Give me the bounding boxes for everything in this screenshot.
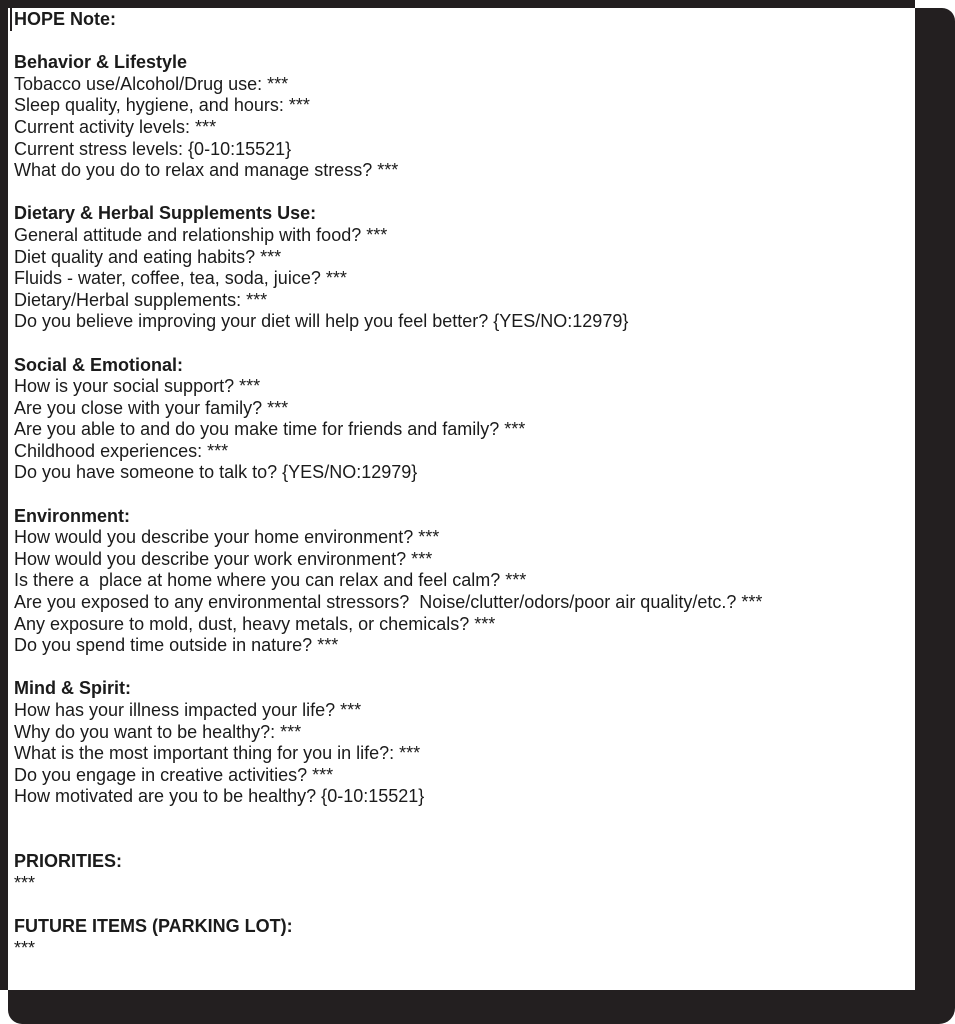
note-section xyxy=(14,916,907,959)
note-line: Is there a place at home where you can relax and feel calm? *** xyxy=(14,570,527,591)
text-cursor-caret xyxy=(10,8,12,31)
note-line: How would you describe your home environment? *** xyxy=(14,527,440,548)
section-heading: Mind & Spirit: xyxy=(14,678,131,699)
note-section xyxy=(14,52,907,182)
note-line: Do you spend time outside in nature? *** xyxy=(14,635,339,656)
note-title-line xyxy=(14,9,907,31)
note-section xyxy=(14,851,907,894)
note-line: Dietary/Herbal supplements: *** xyxy=(14,289,268,310)
section-heading: FUTURE ITEMS (PARKING LOT): xyxy=(14,915,293,936)
note-line: How has your illness impacted your life? *** xyxy=(14,700,362,720)
note-line: *** xyxy=(14,872,36,893)
note-line: How motivated are you to be healthy? {0-10:15521} xyxy=(14,786,425,807)
note-line: Fluids - water, coffee, tea, soda, juice? *** xyxy=(14,268,347,289)
note-content xyxy=(8,8,915,959)
note-line: How would you describe your work environment? *** xyxy=(14,548,433,569)
note-line: How is your social support? *** xyxy=(14,376,261,397)
note-line: *** xyxy=(14,937,36,958)
note-line: Are you close with your family? *** xyxy=(14,397,289,418)
note-line: Any exposure to mold, dust, heavy metals, or chemicals? *** xyxy=(14,613,496,634)
section-heading: Dietary & Herbal Supplements Use: xyxy=(14,203,317,224)
note-line: Do you believe improving your diet will help you feel better? {YES/NO:12979} xyxy=(14,311,629,332)
note-line: Do you have someone to talk to? {YES/NO:12979} xyxy=(14,462,418,483)
note-line: Diet quality and eating habits? *** xyxy=(14,246,282,267)
section-heading: Environment: xyxy=(14,505,131,526)
note-line: Why do you want to be healthy?: *** xyxy=(14,721,302,742)
note-line: What do you do to relax and manage stress? *** xyxy=(14,160,399,181)
note-line: Current stress levels: {0-10:15521} xyxy=(14,138,292,159)
note-line: General attitude and relationship with food? *** xyxy=(14,224,388,245)
section-heading: Social & Emotional: xyxy=(14,354,184,375)
note-line: What is the most important thing for you in life?: *** xyxy=(14,743,421,764)
note-section xyxy=(14,203,907,333)
note-line: Childhood experiences: *** xyxy=(14,440,229,461)
note-line: Do you engage in creative activities? *** xyxy=(14,764,334,785)
note-line: Tobacco use/Alcohol/Drug use: *** xyxy=(14,73,289,94)
note-section xyxy=(14,506,907,657)
note-title: HOPE Note: xyxy=(14,9,117,29)
section-heading: Behavior & Lifestyle xyxy=(14,52,188,73)
note-sections xyxy=(14,52,907,959)
note-section xyxy=(14,355,907,485)
note-line: Are you able to and do you make time for friends and family? *** xyxy=(14,419,526,440)
note-section xyxy=(14,678,907,808)
note-line: Current activity levels: *** xyxy=(14,116,217,137)
note-line: Are you exposed to any environmental stressors? Noise/clutter/odors/poor air quality/etc.? *** xyxy=(14,592,763,613)
note-line: Sleep quality, hygiene, and hours: *** xyxy=(14,95,310,116)
section-heading: PRIORITIES: xyxy=(14,851,123,872)
